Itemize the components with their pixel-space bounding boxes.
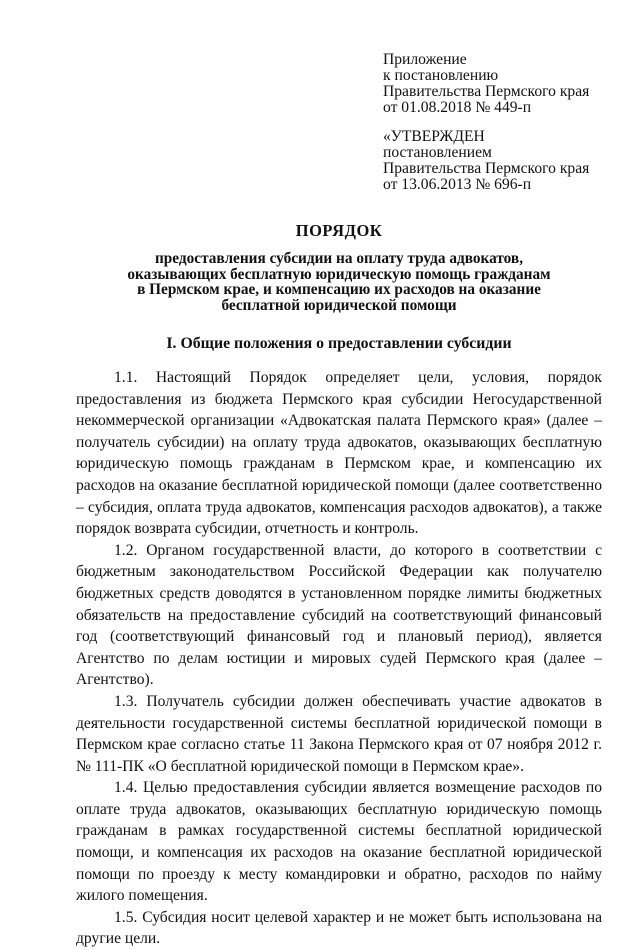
document-title: ПОРЯДОК (295, 221, 383, 240)
subtitle-line: предоставления субсидии на оплату труда адвокатов, (154, 250, 524, 267)
approved-line: постановлением (383, 144, 492, 161)
appendix-line: от 01.08.2018 № 449-п (383, 99, 532, 116)
subtitle-line: бесплатной юридической помощи (221, 296, 457, 314)
paragraph-1-5: 1.5. Субсидия носит целевой характер и не может быть использована на другие цели. (76, 908, 602, 948)
section-heading: I. Общие положения о предоставлении субсидии (166, 335, 512, 352)
approved-line: Правительства Пермского края (383, 160, 590, 177)
subtitle-line: в Пермском крае, и компенсацию их расходов на оказание (137, 281, 541, 298)
document-body (76, 367, 602, 950)
appendix-line: Приложение (383, 51, 467, 68)
approved-reference (383, 129, 602, 193)
appendix-reference (383, 52, 602, 116)
paragraph-1-1: 1.1. Настоящий Порядок определяет цели, условия, порядок предоставления из бюджета Пермского края субсидии Негосударственной некоммерческой организации «Адвокатская палата Пермского края» (далее – получатель субсидии) на оплату труда адвокатов, оказывающих бесплатную юридическую помощь гражданам в Пермском крае, и компенсацию их расходов на оказание бесплатной юридической помощи (далее соответственно – субсидия, оплата труда адвокатов, компенсация расходов адвокатов), а также порядок возврата субсидии, отчетность и контроль. (76, 369, 602, 538)
paragraph-1-2: 1.2. Органом государственной власти, до которого в соответствии с бюджетным законодательством Российской Федерации как получателю бюджетных средств доводятся в установленном порядке лимиты бюджетных обязательств на предоставление субсидий на соответствующий финансовый год (соответствующий финансовый год и плановый период), является Агентство по делам юстиции и мировых судей Пермского края (далее – Агентство). (76, 541, 602, 689)
appendix-line: Правительства Пермского края (383, 83, 590, 100)
approval-stamp (383, 52, 602, 193)
approved-line: «УТВЕРЖДЕН (383, 128, 485, 145)
subtitle-line: оказывающих бесплатную юридическую помощь гражданам (127, 265, 551, 283)
approved-line: от 13.06.2013 № 696-п (383, 176, 532, 193)
paragraph-1-4: 1.4. Целью предоставления субсидии является возмещение расходов по оплате труда адвокатов, оказывающих бесплатную юридическую помощь гражданам в рамках государственной системы бесплатной юридической помощи, и компенсация их расходов на оказание бесплатной юридической помощи по проезду к месту командировки и обратно, расходов по найму жилого помещения. (76, 779, 602, 905)
appendix-line: к постановлению (383, 67, 499, 84)
paragraph-1-3: 1.3. Получатель субсидии должен обеспечивать участие адвокатов в деятельности государственной системы бесплатной юридической помощи в Пермском крае согласно статье 11 Закона Пермского края от 07 ноября 2012 г. № 111-ПК «О бесплатной юридической помощи в Пермском крае». (76, 692, 602, 775)
document-subtitle (76, 251, 602, 313)
